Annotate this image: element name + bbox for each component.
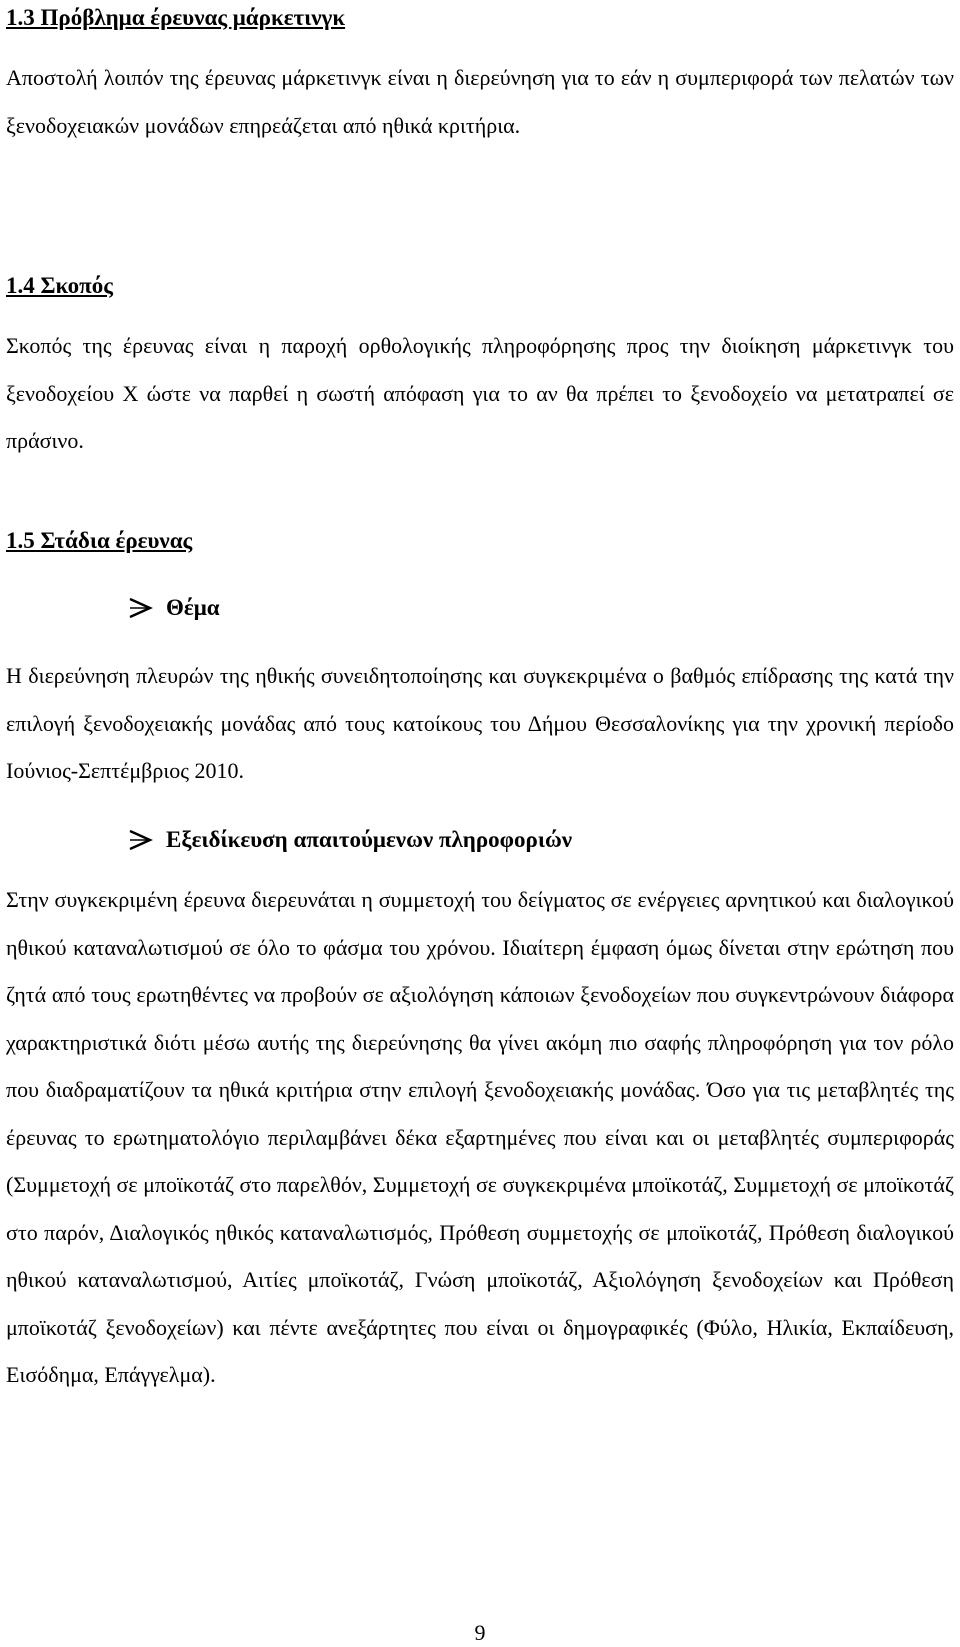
- heading-purpose: 1.4 Σκοπός: [6, 273, 113, 298]
- arrowhead-bullet-icon: [127, 828, 153, 852]
- paragraph-research-mission: Αποστολή λοιπόν της έρευνας μάρκετινγκ είναι η διερεύνηση για το εάν η συμπεριφορά των πελατών των ξενοδοχειακών μονάδων επηρεάζεται από ηθικά κριτήρια.: [6, 65, 954, 138]
- paragraph-purpose: Σκοπός της έρευνας είναι η παροχή ορθολογικής πληροφόρησης προς την διοίκηση μάρκετινγκ του ξενοδοχείου Χ ώστε να παρθεί η σωστή απόφαση για το αν θα πρέπει το ξενοδοχείο να μετατραπεί σε πράσινο.: [6, 333, 954, 453]
- page-number: 9: [474, 1620, 486, 1645]
- bullet-topic: [127, 593, 220, 623]
- bullet-information-specification: [127, 825, 572, 855]
- paragraph-information-specification: Στην συγκεκριμένη έρευνα διερευνάται η συμμετοχή του δείγματος σε ενέργειες αρνητικού και διαλογικού ηθικού καταναλωτισμού σε όλο το φάσμα του χρόνου. Ιδιαίτερη έμφαση όμως δίνεται στην ερώτηση που ζητά από τους ερωτηθέντες να προβούν σε αξιολόγηση κάποιων ξενοδοχείων που συγκεντρώνουν διάφορα χαρακτηριστικά διότι μέσω αυτής της διερεύνησης θα γίνει ακόμη πιο σαφής πληροφόρηση για τον ρόλο που διαδραματίζουν τα ηθικά κριτήρια στην επιλογή ξενοδοχειακής μονάδας. Όσο για τις μεταβλητές της έρευνας το ερωτηματολόγιο περιλαμβάνει δέκα εξαρτημένες που είναι και οι μεταβλητές συμπεριφοράς (Συμμετοχή σε μποϊκοτάζ στο παρελθόν, Συμμετοχή σε συγκεκριμένα μποϊκοτάζ, Συμμετοχή σε μποϊκοτάζ στο παρόν, Διαλογικός ηθικός καταναλωτισμός, Πρόθεση συμμετοχής σε μποϊκοτάζ, Πρόθεση διαλογικού ηθικού καταναλωτισμού, Αιτίες μποϊκοτάζ, Γνώση μποϊκοτάζ, Αξιολόγηση ξενοδοχείων και Πρόθεση μποϊκοτάζ ξενοδοχείων) και πέντε ανεξάρτητες που είναι οι δημογραφικές (Φύλο, Ηλικία, Εκπαίδευση, Εισόδημα, Επάγγελμα).: [6, 887, 954, 1387]
- bullet-topic-label: Θέμα: [166, 595, 220, 620]
- heading-marketing-research-problem: 1.3 Πρόβλημα έρευνας μάρκετινγκ: [6, 5, 346, 30]
- arrowhead-bullet-icon: [127, 596, 153, 620]
- heading-research-stages: 1.5 Στάδια έρευνας: [6, 528, 193, 553]
- paragraph-topic: Η διερεύνηση πλευρών της ηθικής συνειδητοποίησης και συγκεκριμένα ο βαθμός επίδρασης της κατά την επιλογή ξενοδοχειακής μονάδας από τους κατοίκους του Δήμου Θεσσαλονίκης για την χρονική περίοδο Ιούνιος-Σεπτέμβριος 2010.: [6, 663, 954, 783]
- bullet-information-specification-label: Εξειδίκευση απαιτούμενων πληροφοριών: [166, 827, 573, 852]
